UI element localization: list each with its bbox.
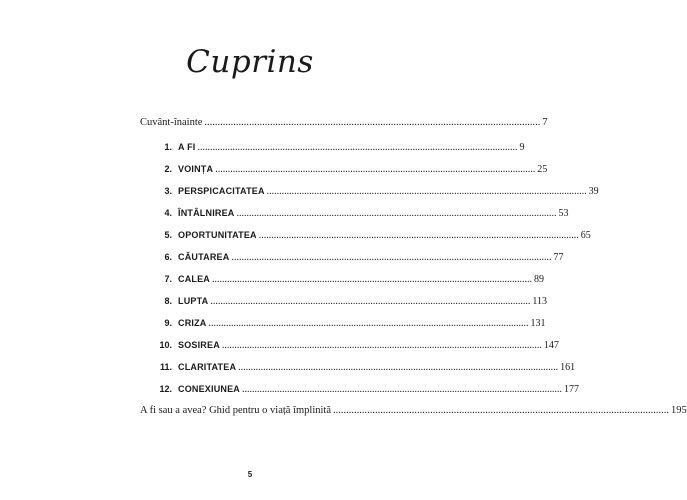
chapter-title: VOINȚA (178, 164, 214, 174)
chapter-page: 77 (553, 252, 564, 263)
dot-leader: ................................................................................................................................ (236, 208, 557, 219)
dot-leader: ................................................................................................................................ (242, 384, 563, 395)
chapter-page: 113 (532, 296, 547, 307)
chapter-number: 10. (159, 340, 172, 350)
toc-chapter-10 (150, 340, 559, 351)
toc-chapter-2 (150, 164, 548, 175)
chapter-title: CĂUTAREA (178, 252, 230, 262)
chapter-page: 161 (560, 362, 576, 373)
chapter-title: LUPTA (178, 296, 209, 306)
chapter-page: 9 (519, 142, 525, 153)
chapter-title: CONEXIUNEA (178, 384, 241, 394)
chapter-number: 9. (164, 318, 172, 328)
chapter-title: CLARITATEA (178, 362, 237, 372)
toc-entry-label: Cuvânt-înainte (140, 117, 203, 128)
chapter-title: OPORTUNITATEA (178, 230, 257, 240)
chapter-page: 147 (543, 340, 559, 351)
toc-entry-page: 195 (670, 405, 687, 416)
dot-leader: ................................................................................................................................ (197, 142, 518, 153)
chapter-page: 131 (530, 318, 546, 329)
dot-leader: ................................................................................................................................ (238, 362, 559, 373)
dot-leader: ................................................................................................................................ (266, 186, 587, 197)
toc-entry-afterword (140, 405, 687, 416)
page-title: Cuprins (186, 44, 314, 80)
chapter-number: 1. (164, 142, 172, 152)
dot-leader: ................................................................................................................................ (221, 340, 542, 351)
toc-chapter-11 (150, 362, 576, 373)
chapter-page: 39 (588, 186, 599, 197)
chapter-title: A FI (178, 142, 196, 152)
toc-chapter-6 (150, 252, 564, 263)
chapter-title: PERSPICACITATEA (178, 186, 265, 196)
dot-leader: ................................................................................................................................ (208, 318, 529, 329)
dot-leader: ................................................................................................................................ (212, 274, 532, 285)
toc-chapter-4 (150, 208, 569, 219)
chapter-number: 12. (159, 384, 172, 394)
chapter-page: 53 (558, 208, 569, 219)
toc-chapter-8 (150, 296, 547, 307)
toc-entry-foreword (140, 117, 548, 128)
toc-chapter-5 (150, 230, 591, 241)
toc-chapter-1 (150, 142, 525, 153)
chapter-number: 7. (164, 274, 172, 284)
chapter-title: CRIZA (178, 318, 207, 328)
chapter-number: 8. (164, 296, 172, 306)
dot-leader: ................................................................................................................................ (204, 117, 541, 128)
chapter-title: SOSIREA (178, 340, 220, 350)
chapter-number: 6. (164, 252, 172, 262)
dot-leader: ................................................................................................................................ (215, 164, 536, 175)
page-number: 5 (247, 470, 253, 479)
chapter-number: 2. (164, 164, 172, 174)
chapter-title: CALEA (178, 274, 210, 284)
dot-leader: ................................................................................................................................ (258, 230, 579, 241)
chapter-number: 11. (159, 362, 172, 372)
dot-leader: ................................................................................................................................ (210, 296, 531, 307)
chapter-page: 65 (580, 230, 591, 241)
toc-chapter-12 (150, 384, 580, 395)
chapter-page: 89 (534, 274, 544, 285)
chapter-page: 177 (564, 384, 580, 395)
dot-leader: ................................................................................................................................ (231, 252, 552, 263)
chapter-title: ÎNTÂLNIREA (178, 208, 235, 218)
toc-chapter-9 (150, 318, 546, 329)
chapter-number: 5. (164, 230, 172, 240)
toc-entry-page: 7 (542, 117, 548, 128)
dot-leader: ................................................................................................................................ (332, 405, 669, 416)
chapter-page: 25 (537, 164, 548, 175)
toc-chapter-3 (150, 186, 599, 197)
toc-chapter-7 (150, 274, 544, 285)
toc-entry-label: A fi sau a avea? Ghid pentru o viață împlinită (140, 405, 331, 416)
chapter-number: 4. (164, 208, 172, 218)
chapter-number: 3. (164, 186, 172, 196)
